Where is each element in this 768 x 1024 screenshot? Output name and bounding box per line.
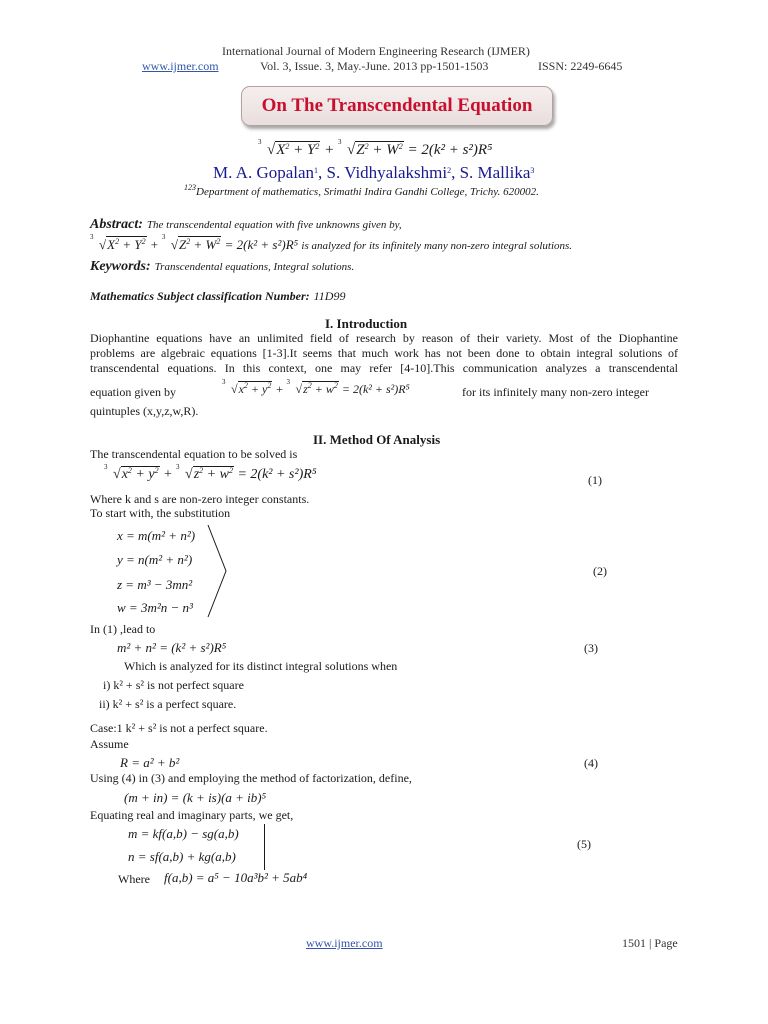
intro-line-5: quintuples (x,y,z,w,R). (90, 404, 199, 418)
method-p1: The transcendental equation to be solved is (90, 447, 298, 461)
main-equation-rhs: = 2(k² + s²)R⁵ (407, 142, 493, 158)
intro-line-1: Diophantine equations have an unlimited field of research by reason of their variety. Most of the Diophantine (90, 331, 678, 345)
keywords-label: Keywords: (90, 259, 151, 274)
author-list: M. A. Gopalan$^1$, S. Vidhyalakshmi$^2$, S. Mallika$^3$ (213, 163, 535, 182)
sub-z: z = m³ − 3mn² (117, 577, 193, 592)
footer-website-link[interactable]: www.ijmer.com (306, 936, 383, 950)
intro-line-2: problems are algebraic equations [1-3].It seems that much work has not been done to obtain integral solutions of (90, 346, 678, 360)
equation-5-n: n = sf(a,b) + kg(a,b) (128, 849, 236, 864)
header-website-link[interactable]: www.ijmer.com (142, 59, 219, 73)
journal-name: International Journal of Modern Engineering Research (IJMER) (222, 44, 530, 58)
msc-line (90, 287, 345, 305)
abstract-label: Abstract: (90, 217, 143, 232)
author-2: S. Vidhyalakshmi (326, 163, 448, 182)
intro-line-4a: equation given by (90, 385, 176, 399)
case-1: Case:1 k² + s² is not a perfect square. (90, 721, 268, 735)
keywords-text: Transcendental equations, Integral solutions. (154, 261, 355, 273)
main-equation: 3 $√X^2 + Y^2$ + 3 $√Z^2 + W^2 = 2(k^2 + s^2)R^5$ (258, 138, 493, 158)
intro-equation-rhs: = 2(k² + s²)R⁵ (341, 382, 410, 396)
equation-5-number: (5) (577, 837, 591, 851)
equation-factorization: (m + in) = (k + is)(a + ib)⁵ (124, 790, 267, 805)
where-label: Where (118, 872, 150, 886)
author-1-sup: 1 (314, 166, 319, 175)
title-box (241, 86, 553, 126)
method-p6: Using (4) in (3) and employing the method of factorization, define, (90, 771, 412, 785)
abstract-text-2: is analyzed for its infinitely many non-zero integral solutions. (301, 240, 573, 252)
author-1: M. A. Gopalan (213, 163, 315, 182)
abstract-text-1: The transcendental equation with five unknowns given by, (146, 219, 402, 231)
method-heading: II. Method Of Analysis (313, 432, 441, 447)
abstract (90, 215, 402, 233)
method-p4: In (1) ,lead to (90, 622, 156, 636)
equation-5-m: m = kf(a,b) − sg(a,b) (128, 826, 239, 841)
equation-3: m² + n² = (k² + s²)R⁵ (117, 640, 227, 655)
equation-1-number: (1) (588, 473, 602, 487)
abstract-equation-rhs: = 2(k² + s²)R⁵ (224, 237, 299, 252)
case-ii: ii) k² + s² is a perfect square. (99, 697, 237, 711)
msc-value: 11D99 (313, 289, 346, 303)
affiliation (184, 183, 539, 198)
msc-label: Mathematics Subject classification Number: (90, 289, 310, 303)
method-p3: To start with, the substitution (90, 506, 231, 520)
volume-info: Vol. 3, Issue. 3, May.-June. 2013 pp-1501-1503 (260, 59, 489, 73)
equation-3-number: (3) (584, 641, 598, 655)
affiliation-text: Department of mathematics, Srimathi Indira Gandhi College, Trichy. 620002. (196, 186, 539, 198)
intro-heading: I. Introduction (325, 316, 408, 331)
page-number: 1501 | Page (622, 936, 678, 950)
author-3: S. Mallika (459, 163, 531, 182)
method-p2: Where k and s are non-zero integer constants. (90, 492, 310, 506)
method-p5: Which is analyzed for its distinct integral solutions when (124, 659, 398, 673)
f-definition: f(a,b) = a⁵ − 10a³b² + 5ab⁴ (164, 870, 308, 885)
keywords (90, 257, 354, 275)
equation-5-bar (264, 824, 265, 870)
assume: Assume (90, 737, 129, 751)
abstract-equation-line: 3 $√X^2 + Y^2$ + 3 $√Z^2 + W^2 = 2(k^2 + s^2)R^5$ is analyzed for its infinitely many non-zero integral solutions. (90, 233, 573, 252)
paper-title: On The Transcendental Equation (261, 95, 533, 116)
sub-w: w = 3m²n − n³ (117, 600, 193, 615)
method-p7: Equating real and imaginary parts, we get, (90, 808, 294, 822)
equation-4-number: (4) (584, 756, 598, 770)
author-3-sup: 3 (530, 166, 535, 175)
case-i: i) k² + s² is not perfect square (103, 678, 244, 692)
sub-x: x = m(m² + n²) (117, 528, 196, 543)
equation-4: R = a² + b² (120, 755, 180, 770)
author-2-sup: 2 (447, 166, 452, 175)
sub-y: y = n(m² + n²) (117, 552, 193, 567)
equation-2-number: (2) (593, 564, 607, 578)
affiliation-sup: 123 (184, 183, 196, 192)
intro-line-4b: for its infinitely many non-zero integer (462, 385, 649, 399)
equation-1-rhs: = 2(k² + s²)R⁵ (237, 467, 317, 482)
equation-1: 3 $√x^2 + y^2$ + 3 $√z^2 + w^2 = 2(k^2 + s^2)R^5$ (104, 463, 317, 482)
issn: ISSN: 2249-6645 (538, 59, 623, 73)
intro-line-3: transcendental equations. In this context, one may refer [4-10].This communication analyzes a transcendental (90, 361, 678, 375)
intro-equation: 3 $√x^2 + y^2$ + 3 $√z^2 + w^2 = 2(k^2 + s^2)R^5$ (222, 378, 410, 396)
substitution-brace (206, 523, 230, 619)
